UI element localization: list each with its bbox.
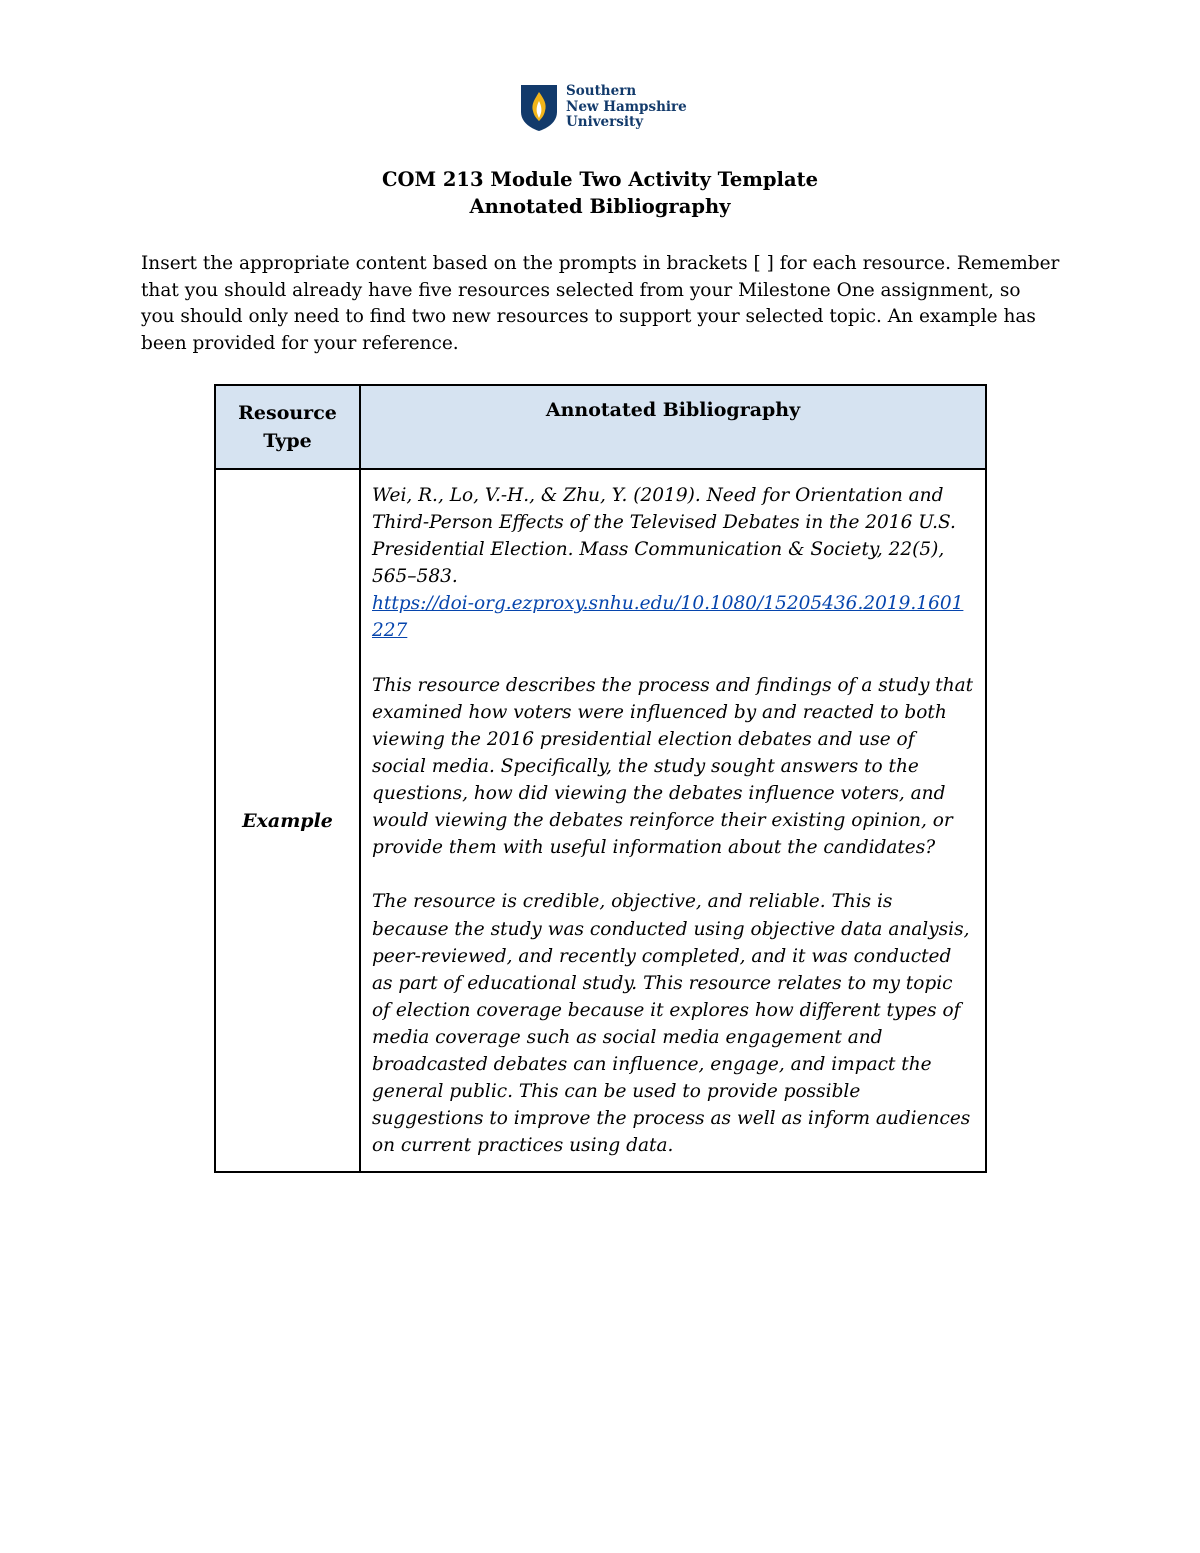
evaluation-line: broadcasted debates can influence, engage, and impact the	[372, 1053, 932, 1075]
evaluation-line: peer-reviewed, and recently completed, and it was conducted	[372, 945, 952, 967]
summary-paragraph	[372, 672, 975, 862]
resource-type-cell: Example	[215, 469, 360, 1172]
evaluation-line: on current practices using data.	[372, 1135, 674, 1157]
intro-line: that you should already have five resources selected from your Milestone One assignment, so	[141, 279, 1021, 301]
header-type-line-1: Resource	[238, 402, 337, 424]
citation	[372, 482, 975, 645]
citation-line: Third-Person Effects of the Televised Debates in the 2016 U.S.	[372, 512, 956, 534]
paragraph-gap	[372, 645, 975, 672]
summary-line: viewing the 2016 presidential election debates and use of	[372, 728, 915, 750]
summary-line: This resource describes the process and findings of a study that	[372, 674, 974, 696]
evaluation-paragraph	[372, 888, 975, 1159]
header-annotated-bibliography: Annotated Bibliography	[360, 385, 986, 469]
instructions-paragraph	[141, 251, 1061, 358]
shield-flame-icon	[520, 84, 558, 132]
university-logo	[520, 84, 690, 134]
doi-link[interactable]: https://doi-org.ezproxy.snhu.edu/10.1080/15205436.2019.1601	[372, 593, 964, 615]
evaluation-line: general public. This can be used to provide possible	[372, 1081, 861, 1103]
evaluation-line: of election coverage because it explores how different types of	[372, 999, 961, 1021]
annotated-bibliography-table	[214, 384, 987, 1173]
wordmark-line-3: University	[566, 114, 644, 130]
citation-line: Presidential Election. Mass Communication & Society, 22(5),	[372, 539, 945, 561]
header-resource-type	[215, 385, 360, 469]
summary-line: would viewing the debates reinforce their existing opinion, or	[372, 810, 953, 832]
intro-line: Insert the appropriate content based on the prompts in brackets [ ] for each resource. Remember	[141, 253, 1060, 274]
university-wordmark	[566, 84, 687, 131]
annotation-cell	[360, 469, 986, 1172]
evaluation-line: because the study was conducted using objective data analysis,	[372, 918, 970, 940]
evaluation-line: media coverage such as social media engagement and	[372, 1026, 883, 1048]
summary-line: questions, how did viewing the debates influence voters, and	[372, 783, 946, 805]
citation-line: 565–583.	[372, 566, 458, 588]
title-line-1: COM 213 Module Two Activity Template	[381, 168, 819, 191]
evaluation-line: suggestions to improve the process as well as inform audiences	[372, 1108, 971, 1130]
doi-link-continued[interactable]: 227	[372, 620, 408, 642]
intro-line: you should only need to find two new resources to support your selected topic. An example has	[141, 306, 1036, 328]
citation-line: Wei, R., Lo, V.-H., & Zhu, Y. (2019). Need for Orientation and	[372, 485, 944, 506]
evaluation-line: The resource is credible, objective, and reliable. This is	[372, 891, 893, 913]
summary-line: social media. Specifically, the study sought answers to the	[372, 755, 919, 777]
wordmark-line-2: New Hampshire	[566, 98, 687, 115]
summary-line: examined how voters were influenced by and reacted to both	[372, 701, 947, 723]
evaluation-line: as part of educational study. This resource relates to my topic	[372, 972, 953, 994]
summary-line: provide them with useful information about the candidates?	[372, 837, 936, 859]
table-header-row	[215, 385, 986, 469]
wordmark-line-1: Southern	[566, 83, 637, 99]
table-row	[215, 469, 986, 1172]
title-line-2: Annotated Bibliography	[469, 195, 731, 218]
document-title	[0, 166, 1200, 220]
intro-line: been provided for your reference.	[141, 333, 459, 355]
header-type-line-2: Type	[263, 430, 312, 452]
paragraph-gap	[372, 861, 975, 888]
